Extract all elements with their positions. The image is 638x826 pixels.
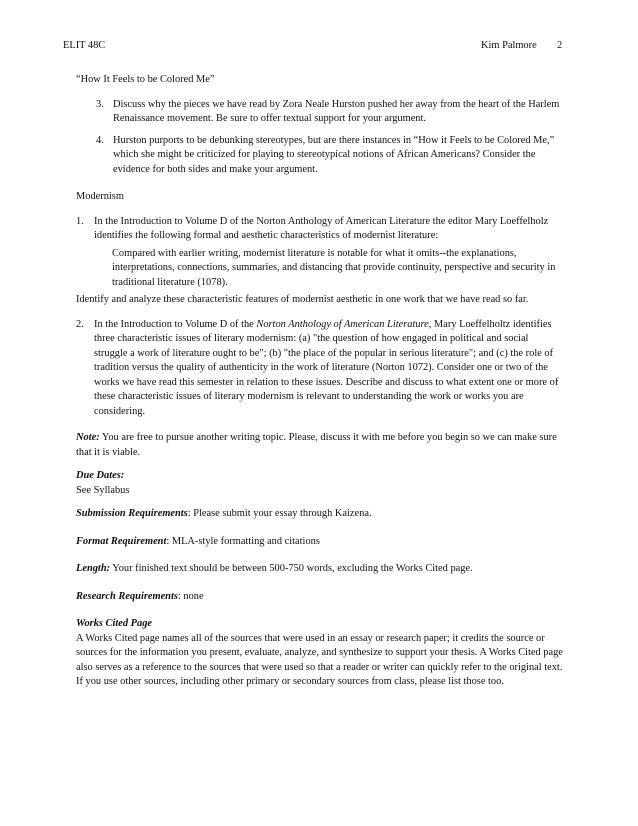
item-text-end: Mary Loeffelholtz identifies three characteristic issues of literary modernism: (a) "the question of how engaged in political and social struggle a work of literature ought to be"; (b) "the place of the popular in serious literature"; and (c) the role of tradition versus the quality of authenticity in the work of literature (Norton 1072). Consider one or two of the works we have read this semester in relation to these issues. Describe and discuss to what extent one or more of these characteristic issues of literary modernism is relevant to understanding the work or works you are considering. [94, 318, 559, 417]
document-body [76, 73, 564, 690]
due-dates-label: Due Dates: [76, 470, 125, 481]
modernism-item-1-prompt: Identify and analyze these characteristic features of modernist aesthetic in one work that we have read so far. [76, 294, 529, 305]
modernism-item-1 [76, 215, 564, 291]
question-3 [76, 98, 564, 127]
due-dates-text: See Syllabus [76, 484, 130, 496]
item-text: In the Introduction to Volume D of the Norton Anthology of American Literature the editor Mary Loeffelholz identifies the following formal and aesthetic characteristics of modernist literature: [94, 215, 549, 241]
header-author: Kim Palmore [481, 40, 537, 51]
format-label: Format Requirement [76, 535, 167, 547]
note-text: You are free to pursue another writing topic. Please, discuss it with me before you begin so we can make sure that it is viable. [76, 432, 557, 458]
page-number: 2 [557, 40, 563, 51]
header-course: ELIT 48C [63, 40, 106, 51]
research-text: : none [177, 590, 204, 602]
item-number: 2. [76, 318, 84, 330]
anthology-title: Norton Anthology of American Literature, [256, 318, 432, 330]
works-cited-text: A Works Cited page names all of the sources that were used in an essay or research paper; it credits the source or sources for the information you present, evaluate, analyze, and synthesize to support your thesis. A Works Cited page also serves as a reference to the sources that were used so that a reader or writer can quickly refer to the original text. If you use other sources, including other primary or secondary sources from class, please list those too. [76, 632, 563, 687]
submission-text: : Please submit your essay through Kaizena. [187, 508, 372, 519]
question-number: 3. [96, 98, 104, 110]
story-title: “How It Feels to be Colored Me” [76, 74, 215, 85]
length-label: Length: [76, 563, 111, 574]
due-dates-section [76, 469, 564, 498]
block-quote: Compared with earlier writing, modernist literature is notable for what it omits--the explanations, interpretations, connections, summaries, and distancing that provide continuity, perspective and security in traditional literature (1078). [112, 247, 556, 288]
modernism-item-2 [76, 318, 564, 420]
item-number: 1. [76, 215, 84, 227]
question-4 [76, 134, 564, 178]
format-text: : MLA-style formatting and citations [166, 535, 320, 547]
note-paragraph [76, 431, 564, 460]
submission-paragraph [76, 507, 564, 522]
submission-label: Submission Requirements [76, 508, 188, 519]
length-paragraph [76, 562, 564, 577]
research-paragraph [76, 590, 564, 605]
research-label: Research Requirements [76, 590, 178, 602]
format-paragraph [76, 535, 564, 550]
item-text-start: In the Introduction to Volume D of the [94, 318, 257, 330]
item-text [94, 318, 564, 420]
section-heading-modernism: Modernism [76, 191, 124, 202]
works-cited-label: Works Cited Page [76, 618, 153, 629]
question-number: 4. [96, 134, 104, 146]
works-cited-section [76, 617, 564, 690]
length-text: Your finished text should be between 500-750 words, excluding the Works Cited page. [110, 563, 473, 574]
question-text: Hurston purports to be debunking stereotypes, but are there instances in “How it Feels to be Colored Me,” which she might be criticized for playing to stereotypical notions of African Americans? Consider the evidence for both sides and make your argument. [113, 134, 555, 175]
question-text: Discuss why the pieces we have read by Zora Neale Hurston pushed her away from the heart of the Harlem Renaissance movement. Be sure to offer textual support for your argument. [113, 98, 560, 124]
note-label: Note: [76, 432, 100, 443]
